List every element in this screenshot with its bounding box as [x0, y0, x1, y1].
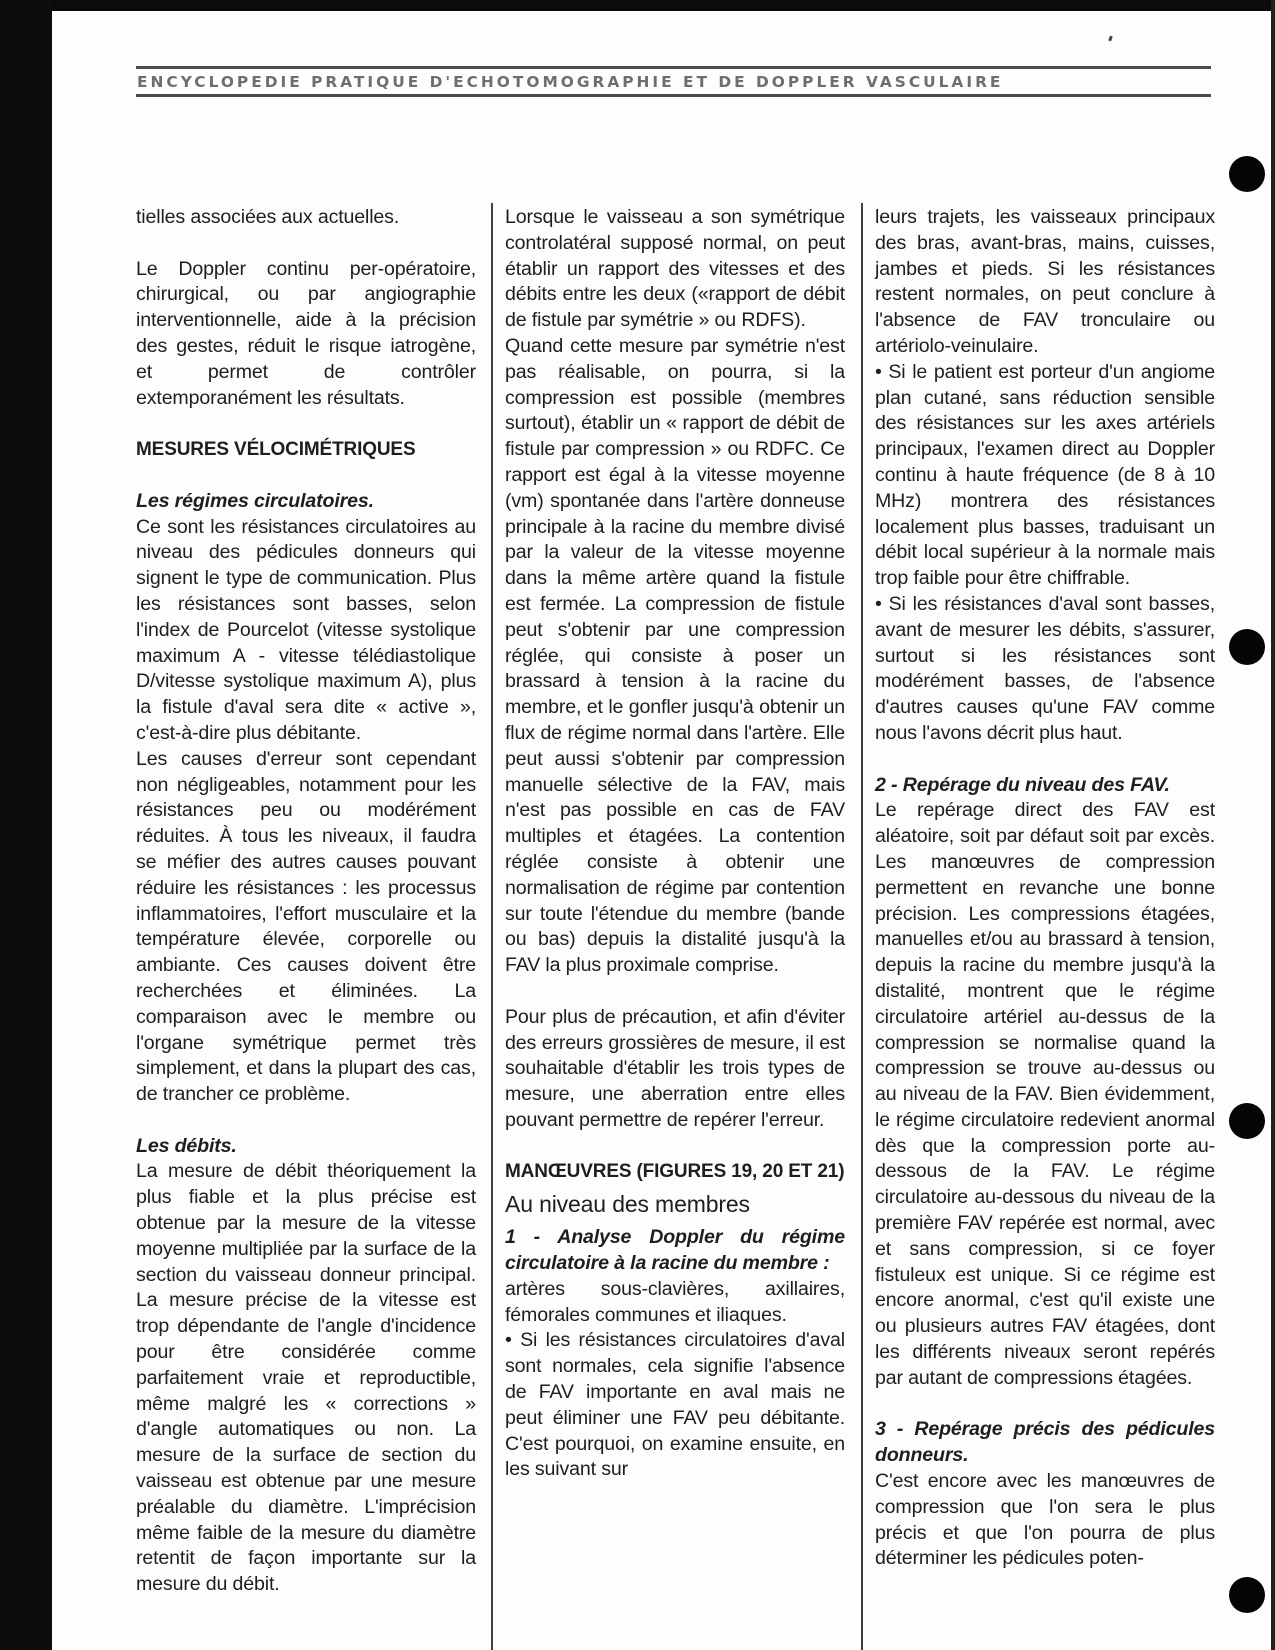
paragraph: Le Doppler continu per-opératoire, chirurgical, ou par angiographie interventionnelle, aide à la précision des gestes, réduit le risque iatrogène, et permet de contrôler extemporanément les résultats. — [136, 257, 476, 409]
paragraph: Ce sont les résistances circulatoires au niveau des pédicules donneurs qui signent le type de communication. Plus les résistances sont basses, selon l'index de Pourcelot (vitesse systolique maximum A - vitesse télédiastolique D/vitesse systolique maximum A), plus la fistule d'aval sera dite « active », c'est-à-dire plus débitante. — [136, 515, 476, 744]
header-title: ENCYCLOPEDIE PRATIQUE D'ECHOTOMOGRAPHIE ET DE DOPPLER VASCULAIRE — [137, 73, 1004, 91]
subheading: 2 - Repérage du niveau des FAV. — [875, 773, 1170, 796]
text-column-1 — [136, 205, 476, 1598]
scan-border-top — [0, 0, 1275, 11]
binder-hole — [1229, 156, 1265, 192]
section-heading: MESURES VÉLOCIMÉTRIQUES — [136, 439, 416, 461]
dust-speck — [1108, 36, 1113, 42]
subheading: Les régimes circulatoires. — [136, 489, 374, 512]
scan-border-left — [0, 0, 52, 1650]
text-column-2 — [505, 205, 845, 1483]
paragraph: Les causes d'erreur sont cependant non négligeables, notamment pour les résistances peu ou modérément réduites. À tous les niveaux, il faudra se méfier des autres causes pouvant réduire les résistances : les processus inflammatoires, l'effort musculaire et la température élevée, corporelle ou ambiante. Ces causes doivent être recherchées et éliminées. La comparaison avec le membre ou l'organe symétrique permet très simplement, et dans la plupart des cas, de trancher ce problème. — [136, 747, 476, 1106]
paragraph: • Si le patient est porteur d'un angiome plan cutané, sans réduction sensible des résistances sur les axes artériels principaux, l'examen direct au Doppler continu à haute fréquence (de 8 à 10 MHz) montrera des résistances localement plus basses, traduisant un débit local supérieur à la normale mais trop faible pour être chiffrable. — [875, 360, 1215, 590]
binder-hole — [1229, 1577, 1265, 1613]
paragraph: tielles associées aux actuelles. — [136, 206, 400, 228]
paragraph: Quand cette mesure par symétrie n'est pas réalisable, on pourra, si la compression est possible (membres surtout), établir un « rapport de débit de fistule par compression » ou RDFC. Ce rapport est égal à la vitesse moyenne (vm) spontanée dans l'artère donneuse principale à la racine du membre divisé par la valeur de la vitesse moyenne dans la même artère quand la fistule est fermée. La compression de fistule peut s'obtenir par une compression réglée, qui consiste à poser un brassard à tension à la racine du membre, et le gonfler jusqu'à obtenir un flux de régime normal dans l'artère. Elle peut aussi s'obtenir par compression manuelle sélective de la FAV, mais n'est pas possible en cas de FAV multiples et étagées. La contention réglée consiste à obtenir une normalisation de régime par contention sur toute l'étendue du membre (bande ou bas) depuis la distalité jusqu'à la FAV la plus proximale comprise. — [505, 334, 845, 977]
header-rule-bottom — [136, 94, 1211, 97]
paragraph: • Si les résistances circulatoires d'aval sont normales, cela signifie l'absence de FAV importante en aval mais ne peut éliminer une FAV peu débitante. C'est pourquoi, on examine ensuite, en les suivant sur — [505, 1329, 845, 1481]
section-heading: MANŒUVRES (FIGURES 19, 20 ET 21) — [505, 1161, 845, 1183]
column-divider-1 — [491, 203, 493, 1650]
running-header — [136, 66, 1211, 97]
binder-hole — [1229, 1103, 1265, 1139]
column-divider-2 — [861, 203, 863, 1650]
subheading: 3 - Repérage précis des pédicules donneurs. — [875, 1418, 1215, 1467]
paragraph: Le repérage direct des FAV est aléatoire, soit par défaut soit par excès. Les manœuvres de compression permettent en revanche une bonne précision. Les compressions étagées, manuelles et/ou au brassard à tension, depuis la racine du membre jusqu'à la distalité, montrent que le régime circulatoire artériel au-dessus de la compression se normalise quand la compression se trouve au-dessus ou au niveau de la FAV. Bien évidemment, le régime circulatoire redevient anormal dès que la compression porte au-dessous de la FAV. Le régime circulatoire au-dessous du niveau de la première FAV repérée est normal, avec et sans compression, si ce foyer fistuleux est unique. Si ce régime est encore anormal, c'est qu'il existe une ou plusieurs autres FAV étagées, dont les différents niveaux seront repérés par autant de compressions étagées. — [875, 799, 1215, 1389]
paragraph: artères sous-clavières, axillaires, fémorales communes et iliaques. — [505, 1277, 845, 1326]
paragraph: C'est encore avec les manœuvres de compression que l'on sera le plus précis et que l'on pourra de plus déterminer les pédicules poten- — [875, 1470, 1215, 1570]
paragraph: Lorsque le vaisseau a son symétrique controlatéral supposé normal, on peut établir un rapport des vitesses et des débits entre les deux («rapport de débit de fistule par symétrie » ou RDFS). — [505, 206, 845, 332]
text-column-3 — [875, 205, 1215, 1572]
paragraph: Pour plus de précaution, et afin d'éviter des erreurs grossières de mesure, il est souhaitable d'établir les trois types de mesure, une aberration entre elles pouvant permettre de repérer l'erreur. — [505, 1005, 845, 1131]
paragraph: La mesure de débit théoriquement la plus fiable et la plus précise est obtenue par la mesure de la vitesse moyenne multipliée par la surface de la section du vaisseau donneur principal. La mesure précise de la vitesse est trop dépendante de l'angle d'incidence pour être considérée comme parfaitement vraie et reproductible, même malgré les « corrections » d'angle automatiques ou non. La mesure de la surface de section du vaisseau est obtenue par une mesure préalable du diamètre. L'imprécision même faible de la mesure du diamètre retentit de façon importante sur la mesure du débit. — [136, 1160, 476, 1596]
scan-border-right — [1271, 0, 1275, 1650]
subheading: 1 - Analyse Doppler du régime circulatoire à la racine du membre : — [505, 1226, 845, 1275]
subheading: Les débits. — [136, 1134, 237, 1157]
section-title: Au niveau des membres — [505, 1191, 750, 1218]
binder-hole — [1229, 629, 1265, 665]
paragraph: • Si les résistances d'aval sont basses, avant de mesurer les débits, s'assurer, surtout si les résistances sont modérément basses, de l'absence d'autres causes qu'une FAV comme nous l'avons décrit plus haut. — [875, 592, 1215, 744]
paragraph: leurs trajets, les vaisseaux principaux des bras, avant-bras, mains, cuisses, jambes et pieds. Si les résistances restent normales, on peut conclure à l'absence de FAV tronculaire ou artériolo-veinulaire. — [875, 206, 1215, 357]
